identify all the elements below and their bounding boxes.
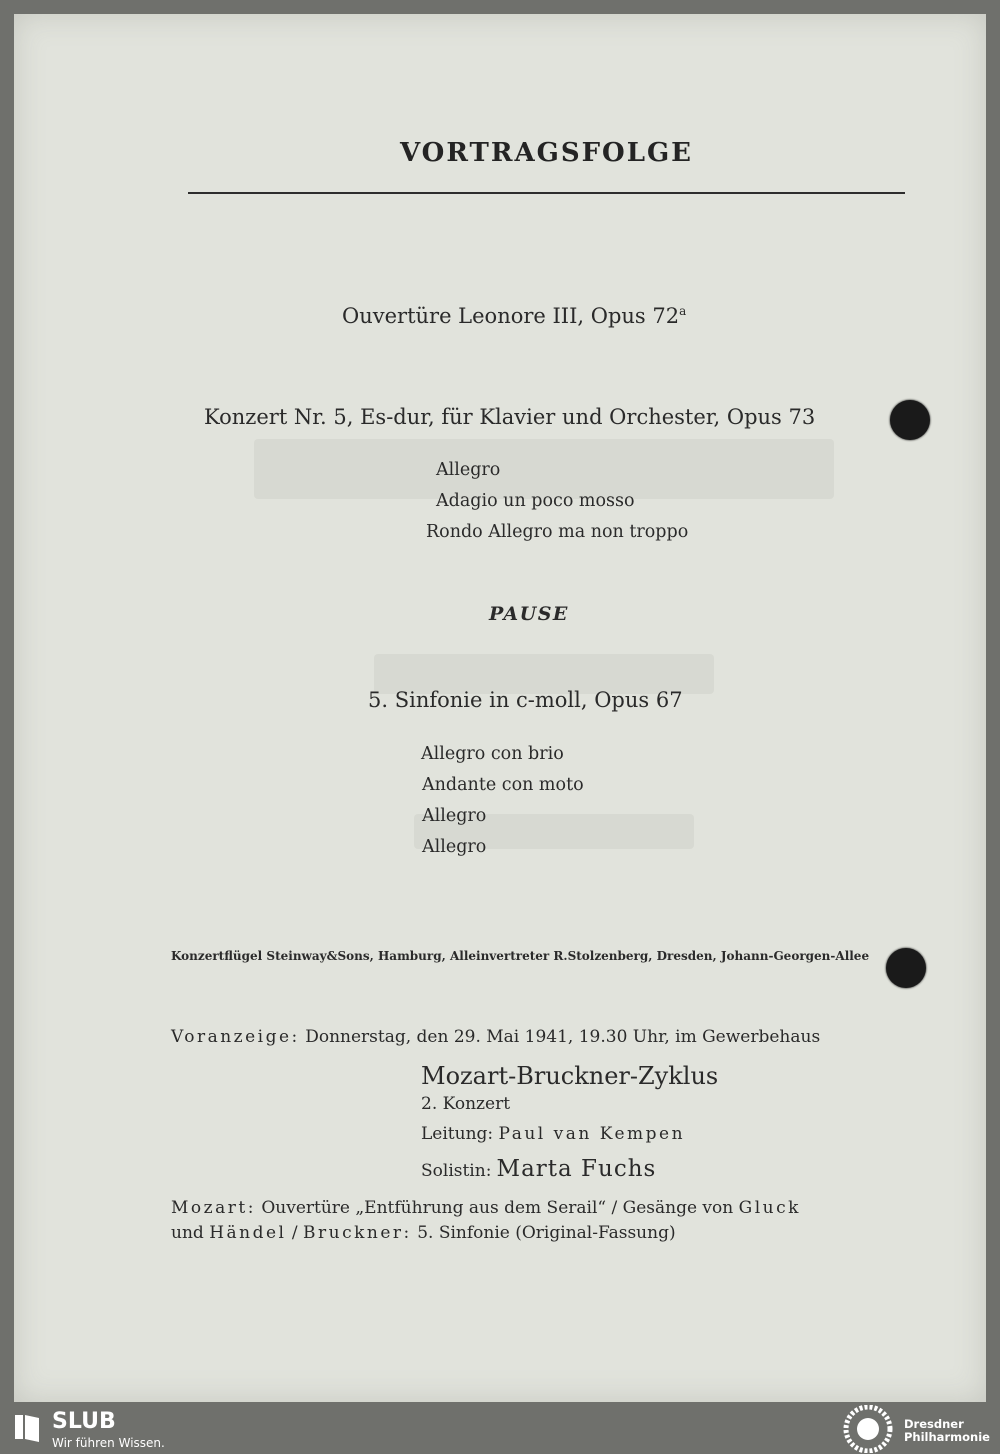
slub-logo-icon — [14, 1412, 40, 1442]
partner-name — [904, 1418, 990, 1444]
mozart-works: Ouvertüre „Entführung aus dem Serail“ / Gesänge von — [261, 1198, 734, 1218]
bruckner-work: 5. Sinfonie (Original-Fassung) — [417, 1223, 676, 1243]
movement: Allegro con brio — [421, 744, 564, 764]
work-symphony: 5. Sinfonie in c-moll, Opus 67 — [368, 688, 683, 712]
movement: Allegro — [422, 837, 487, 857]
partner-name-line2: Philharmonie — [904, 1430, 990, 1444]
movement: Allegro — [436, 460, 501, 480]
pause-label: PAUSE — [489, 603, 569, 625]
program-title: VORTRAGSFOLGE — [399, 138, 694, 168]
show-through-shadow — [254, 439, 834, 499]
punch-hole — [886, 948, 926, 988]
movement: Andante con moto — [422, 775, 584, 795]
title-rule — [188, 192, 905, 194]
leitung-label: Leitung: — [421, 1124, 494, 1144]
connector-und: und — [171, 1223, 204, 1243]
composer-haendel: Händel — [209, 1223, 287, 1243]
movement: Rondo Allegro ma non troppo — [426, 522, 689, 542]
preview-program-line1 — [171, 1198, 801, 1218]
work-leonore-title: Ouvertüre Leonore III, Opus 72 — [342, 304, 680, 328]
composer-bruckner: Bruckner: — [303, 1223, 412, 1243]
composer-mozart: Mozart: — [171, 1198, 256, 1218]
preview-date: Donnerstag, den 29. Mai 1941, 19.30 Uhr, im Gewerbehaus — [305, 1027, 821, 1047]
partner-name-line1: Dresdner — [904, 1417, 964, 1431]
preview-line — [171, 1027, 820, 1047]
library-tagline: Wir führen Wissen. — [52, 1436, 165, 1450]
library-name: SLUB — [52, 1409, 116, 1434]
solistin-label: Solistin: — [421, 1161, 492, 1181]
opus-superscript: a — [679, 304, 687, 318]
work-piano-concerto: Konzert Nr. 5, Es-dur, für Klavier und Orchester, Opus 73 — [204, 405, 816, 429]
concert-number: 2. Konzert — [421, 1094, 511, 1114]
viewer-footer — [0, 1402, 1000, 1454]
movement: Adagio un poco mosso — [436, 491, 635, 511]
program-page — [14, 14, 986, 1402]
composer-gluck: Gluck — [738, 1198, 801, 1218]
leitung-line — [421, 1124, 685, 1144]
work-leonore — [342, 304, 686, 328]
solistin-line — [421, 1156, 656, 1182]
movement: Allegro — [422, 806, 487, 826]
preview-label: Voranzeige: — [171, 1027, 300, 1047]
leitung-name: Paul van Kempen — [498, 1124, 686, 1144]
piano-note: Konzertflügel Steinway&Sons, Hamburg, Alleinvertreter R.Stolzenberg, Dresden, Johann-Georgen-Allee — [171, 949, 870, 963]
series-title: Mozart-Bruckner-Zyklus — [421, 1062, 719, 1090]
separator: / — [291, 1223, 298, 1243]
punch-hole — [890, 400, 930, 440]
preview-program-line2 — [171, 1223, 676, 1243]
philharmonie-logo-icon — [843, 1405, 893, 1453]
solistin-name: Marta Fuchs — [496, 1156, 657, 1182]
